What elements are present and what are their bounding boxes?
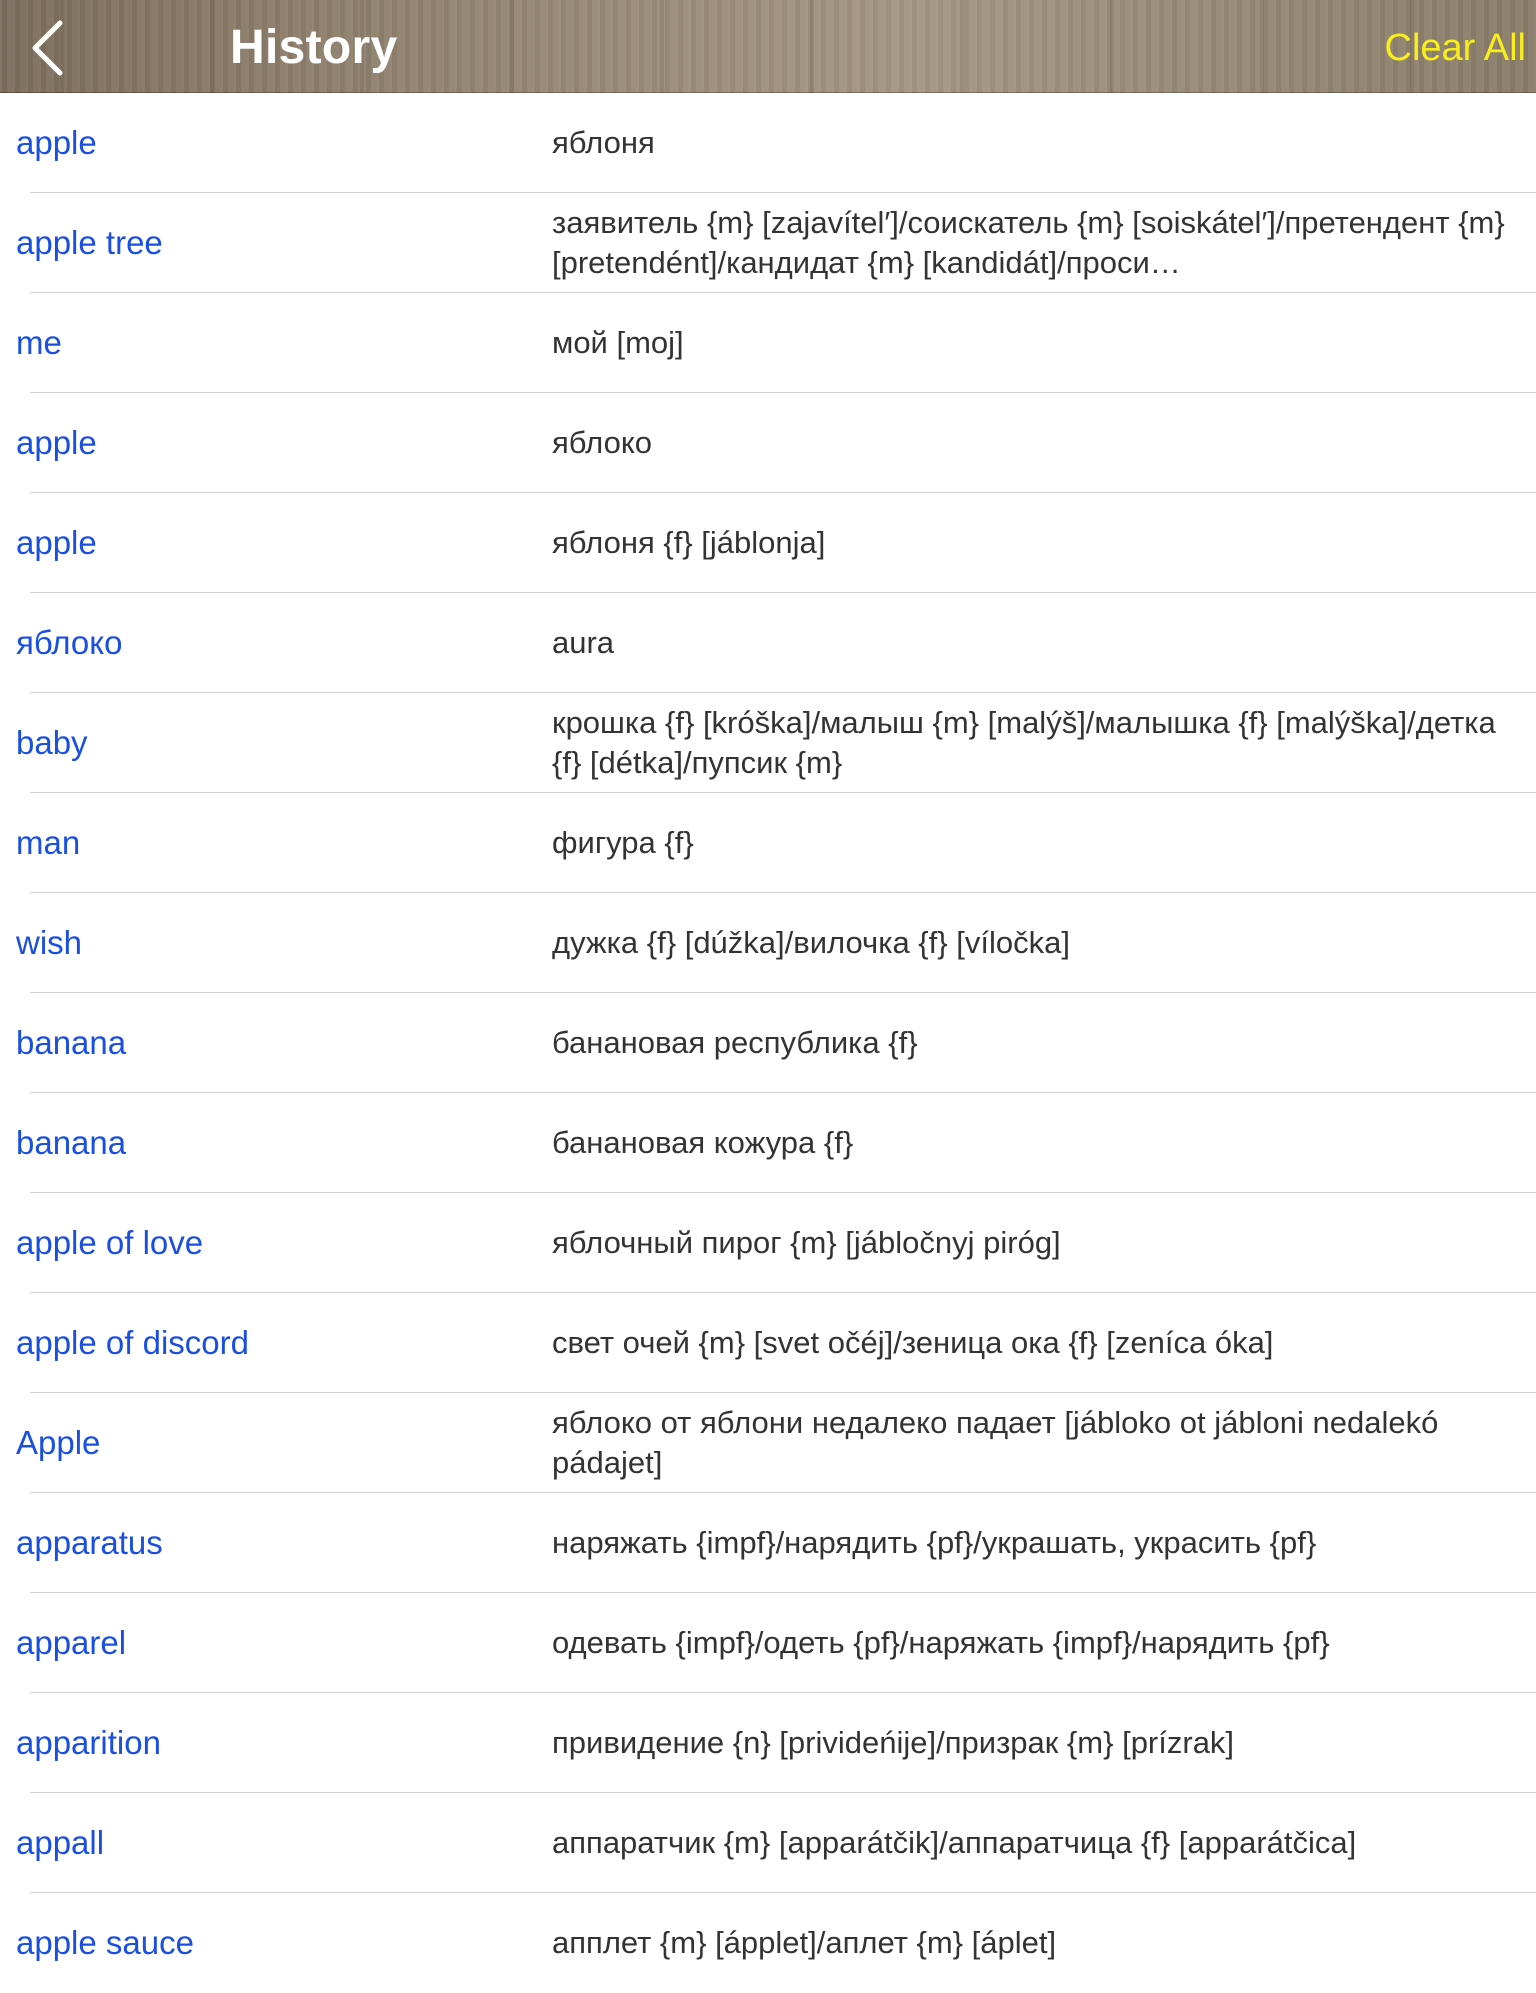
history-translation-cell bbox=[552, 1893, 1522, 1993]
history-row[interactable] bbox=[0, 1293, 1536, 1393]
history-row[interactable] bbox=[0, 1493, 1536, 1593]
history-translation-cell bbox=[552, 1393, 1522, 1493]
history-translation-cell bbox=[552, 1793, 1522, 1893]
history-translation: яблоко bbox=[552, 425, 652, 460]
history-row[interactable] bbox=[0, 1393, 1536, 1493]
history-term: apparel bbox=[16, 1624, 127, 1661]
history-row[interactable] bbox=[0, 1093, 1536, 1193]
history-row[interactable] bbox=[0, 593, 1536, 693]
history-term: apple sauce bbox=[16, 1924, 194, 1961]
history-translation: одевать {impf}/одеть {pf}/наряжать {impf}/нарядить {pf} bbox=[552, 1625, 1330, 1660]
history-translation: яблоко от яблони недалеко падает [jábloko ot jábloni nedalekó pádajet] bbox=[552, 1405, 1439, 1480]
history-translation: наряжать {impf}/нарядить {pf}/украшать, украсить {pf} bbox=[552, 1525, 1317, 1560]
history-translation-cell bbox=[552, 193, 1522, 293]
history-translation-cell bbox=[552, 1693, 1522, 1793]
history-translation-cell bbox=[552, 1193, 1522, 1293]
history-term: banana bbox=[16, 1124, 127, 1161]
history-translation: aura bbox=[552, 625, 615, 660]
history-term: apparition bbox=[16, 1724, 161, 1761]
history-translation-cell bbox=[552, 293, 1522, 393]
history-translation-cell bbox=[552, 593, 1522, 693]
history-translation-cell bbox=[552, 1593, 1522, 1693]
history-translation-cell bbox=[552, 393, 1522, 493]
history-term: baby bbox=[16, 724, 88, 761]
history-term: banana bbox=[16, 1024, 127, 1061]
history-translation-cell bbox=[552, 993, 1522, 1093]
history-translation-cell bbox=[552, 93, 1522, 193]
history-translation-cell bbox=[552, 1093, 1522, 1193]
history-term: man bbox=[16, 824, 81, 861]
history-term: apple bbox=[16, 124, 97, 161]
history-term: Apple bbox=[16, 1424, 101, 1461]
history-term: appall bbox=[16, 1824, 105, 1861]
history-translation-cell bbox=[552, 1493, 1522, 1593]
history-translation: яблоня bbox=[552, 125, 655, 160]
back-button[interactable] bbox=[22, 18, 72, 78]
history-translation: банановая кожура {f} bbox=[552, 1125, 854, 1160]
history-translation: яблочный пирог {m} [jábločnyj piróg] bbox=[552, 1225, 1061, 1260]
history-term: яблоко bbox=[16, 624, 123, 661]
history-term: apple bbox=[16, 424, 97, 461]
history-term: apple tree bbox=[16, 224, 163, 261]
history-translation-cell bbox=[552, 493, 1522, 593]
history-translation: банановая республика {f} bbox=[552, 1025, 918, 1060]
history-row[interactable] bbox=[0, 693, 1536, 793]
navigation-bar bbox=[0, 0, 1536, 93]
page-title: History bbox=[230, 21, 398, 74]
history-row[interactable] bbox=[0, 1793, 1536, 1893]
history-term: apple of discord bbox=[16, 1324, 249, 1361]
history-translation: апплет {m} [ápplet]/аплет {m} [áplet] bbox=[552, 1925, 1057, 1960]
history-translation: привидение {n} [privideńije]/призрак {m} [prízrak] bbox=[552, 1725, 1235, 1760]
history-translation: мой [moj] bbox=[552, 325, 684, 360]
history-row[interactable] bbox=[0, 393, 1536, 493]
history-term: wish bbox=[16, 924, 83, 961]
history-translation-cell bbox=[552, 693, 1522, 793]
history-translation-cell bbox=[552, 893, 1522, 993]
history-row[interactable] bbox=[0, 193, 1536, 293]
history-term: me bbox=[16, 324, 62, 361]
history-translation: свет очей {m} [svet očéj]/зеница ока {f} [zeníca óka] bbox=[552, 1325, 1274, 1360]
history-translation: аппаратчик {m} [apparátčik]/аппаратчица {f} [apparátčica] bbox=[552, 1825, 1357, 1860]
history-term: apple bbox=[16, 524, 97, 561]
history-term: apparatus bbox=[16, 1524, 163, 1561]
history-translation: заявитель {m} [zajavítel′]/соискатель {m} [soiskátel′]/претендент {m} [pretendént]/кандидат {m} [kandidát]/проси… bbox=[552, 205, 1505, 280]
history-translation-cell bbox=[552, 793, 1522, 893]
history-translation-cell bbox=[552, 1293, 1522, 1393]
chevron-left-icon bbox=[30, 20, 64, 76]
history-row[interactable] bbox=[0, 793, 1536, 893]
history-translation: яблоня {f} [jáblonja] bbox=[552, 525, 826, 560]
history-list bbox=[0, 93, 1536, 1993]
history-row[interactable] bbox=[0, 1893, 1536, 1993]
history-row[interactable] bbox=[0, 493, 1536, 593]
history-translation: фигура {f} bbox=[552, 825, 694, 860]
history-row[interactable] bbox=[0, 293, 1536, 393]
history-term: apple of love bbox=[16, 1224, 204, 1261]
history-row[interactable] bbox=[0, 1593, 1536, 1693]
history-translation: крошка {f} [króška]/малыш {m} [malýš]/малышка {f} [malýška]/детка {f} [détka]/пупсик {m} bbox=[552, 705, 1496, 780]
history-row[interactable] bbox=[0, 1693, 1536, 1793]
history-row[interactable] bbox=[0, 893, 1536, 993]
history-row[interactable] bbox=[0, 93, 1536, 193]
clear-all-button[interactable]: Clear All bbox=[1384, 27, 1526, 69]
history-row[interactable] bbox=[0, 1193, 1536, 1293]
history-row[interactable] bbox=[0, 993, 1536, 1093]
history-translation: дужка {f} [dúžka]/вилочка {f} [víločka] bbox=[552, 925, 1070, 960]
